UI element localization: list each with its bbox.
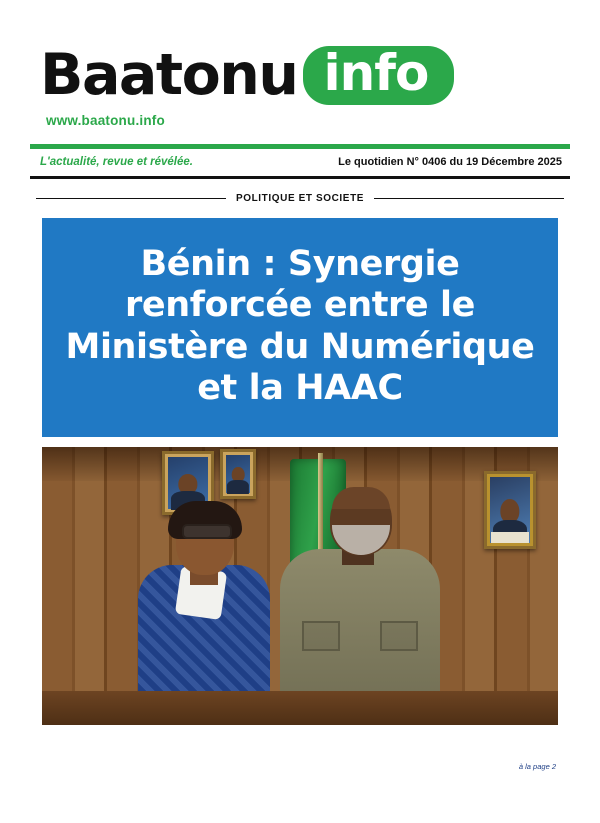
- logo-title: [40, 42, 454, 108]
- logo-word-pill: info: [303, 46, 454, 105]
- page-reference[interactable]: à la page 2: [518, 762, 556, 771]
- issue-line: Le quotidien N° 0406 du 19 Décembre 2025: [338, 156, 562, 168]
- rubric: [36, 193, 564, 204]
- wall-portrait-icon: [220, 449, 256, 499]
- logo-block[interactable]: [40, 42, 560, 128]
- rubric-rule-right: [374, 198, 564, 200]
- masthead-info-row: [30, 149, 570, 179]
- rubric-label: POLITIQUE ET SOCIETE: [235, 193, 365, 204]
- headline-text: Bénin : Synergie renforcée entre le Ministère du Numérique et la HAAC: [65, 244, 535, 408]
- headline-box[interactable]: [42, 218, 558, 437]
- person-right: [280, 479, 440, 725]
- rubric-rule-left: [36, 198, 226, 200]
- website-url[interactable]: www.baatonu.info: [46, 113, 165, 128]
- masthead: [0, 0, 600, 128]
- lead-photo[interactable]: [42, 447, 558, 725]
- slogan: L'actualité, revue et révélée.: [40, 156, 193, 168]
- wall-portrait-icon: [484, 471, 536, 549]
- floor: [42, 691, 558, 725]
- photo-illustration: [42, 447, 558, 725]
- eyeglasses-icon: [182, 524, 232, 539]
- logo-word-dark: Baatonu: [40, 42, 298, 108]
